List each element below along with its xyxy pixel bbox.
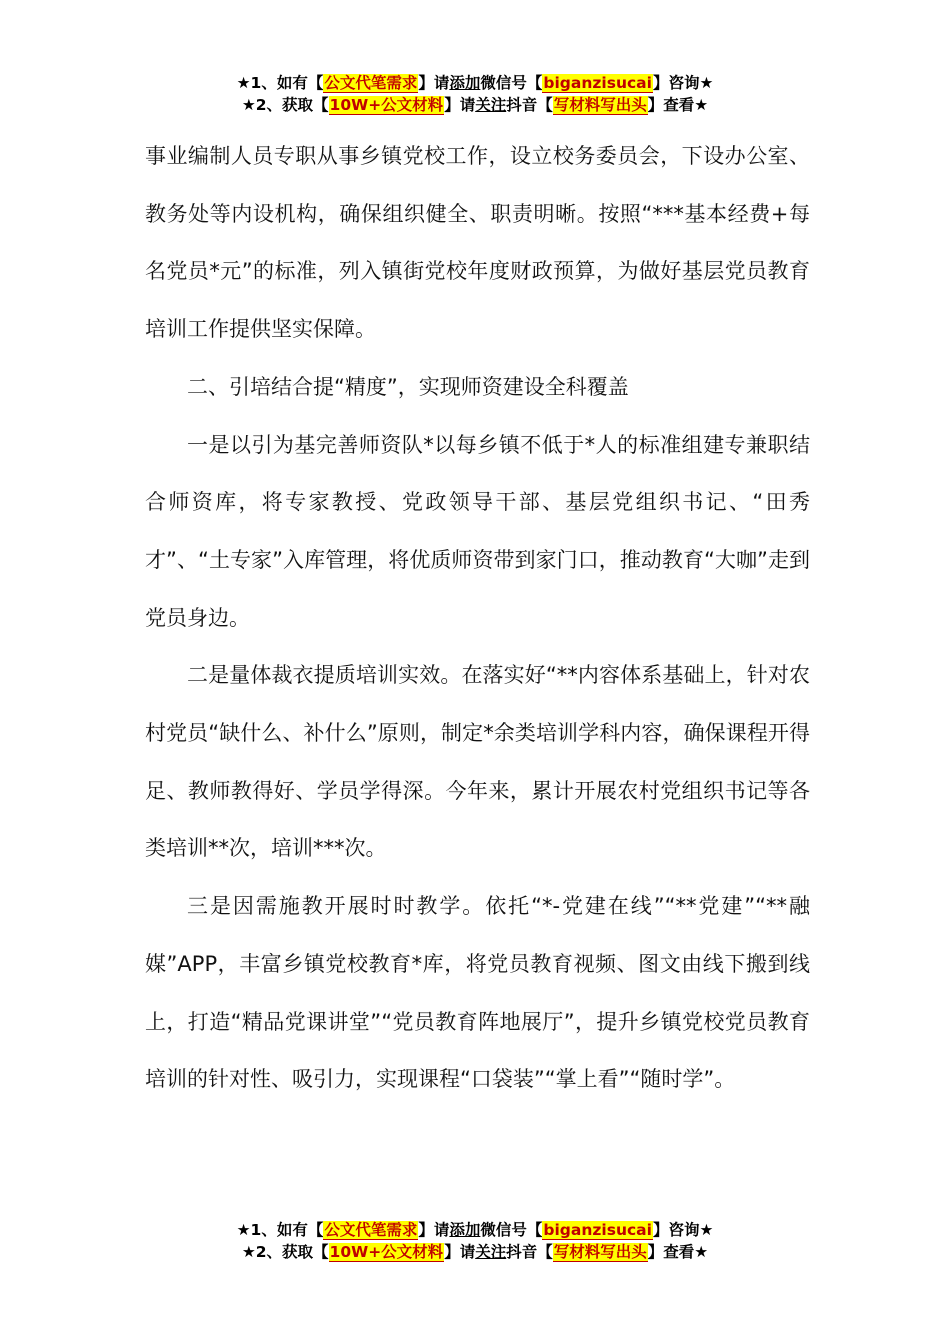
highlight-materials: 10W+公文材料 <box>329 1243 444 1261</box>
header-banner <box>0 72 950 116</box>
highlight-service: 公文代笔需求 <box>324 74 418 92</box>
banner-underlined: 关注 <box>475 1243 507 1261</box>
banner-line-1 <box>0 1219 950 1241</box>
banner-text: ★2、获取【 <box>241 1243 329 1261</box>
banner-text: 抖音【 <box>506 1243 553 1261</box>
banner-text: 微信号【 <box>480 1221 543 1239</box>
banner-text: 】查看★ <box>647 96 709 114</box>
banner-text: 】请 <box>418 1221 450 1239</box>
banner-text: 】咨询★ <box>652 1221 714 1239</box>
section-heading: 二、引培结合提“精度”，实现师资建设全科覆盖 <box>187 374 629 399</box>
banner-line-2 <box>0 1241 950 1263</box>
document-body <box>145 128 810 1109</box>
banner-text: 】查看★ <box>647 1243 709 1261</box>
banner-line-1 <box>0 72 950 94</box>
banner-underlined: 添加 <box>449 1221 481 1239</box>
highlight-materials: 10W+公文材料 <box>329 96 444 114</box>
paragraph: 三是因需施教开展时时教学。依托“*-党建在线”“**党建”“**融媒”APP，丰富乡镇党校教育*库，将党员教育视频、图文由线下搬到线上，打造“精品党课讲堂”“党员教育阵地展厅”，提升乡镇党校党员教育培训的针对性、吸引力，实现课程“口袋装”“掌上看”“随时学”。 <box>145 894 810 1092</box>
paragraph-continuation: 事业编制人员专职从事乡镇党校工作，设立校务委员会，下设办公室、教务处等内设机构，确保组织健全、职责明晰。按照“***基本经费+每名党员*元”的标准，列入镇街党校年度财政预算，为做好基层党员教育培训工作提供坚实保障。 <box>145 144 810 342</box>
highlight-douyin-id: 写材料写出头 <box>553 96 647 114</box>
banner-text: 抖音【 <box>506 96 553 114</box>
banner-text: ★2、获取【 <box>241 96 329 114</box>
banner-text: 】请 <box>444 96 476 114</box>
highlight-douyin-id: 写材料写出头 <box>553 1243 647 1261</box>
highlight-wechat-id: biganzisucai <box>543 74 652 92</box>
footer-banner <box>0 1219 950 1263</box>
banner-text: 微信号【 <box>480 74 543 92</box>
highlight-service: 公文代笔需求 <box>324 1221 418 1239</box>
banner-underlined: 关注 <box>475 96 507 114</box>
banner-underlined: 添加 <box>449 74 481 92</box>
banner-text: 】请 <box>444 1243 476 1261</box>
banner-line-2 <box>0 94 950 116</box>
paragraph: 一是以引为基完善师资队*以每乡镇不低于*人的标准组建专兼职结合师资库，将专家教授、党政领导干部、基层党组织书记、“田秀才”、“土专家”入库管理，将优质师资带到家门口，推动教育“大咖”走到党员身边。 <box>145 432 810 630</box>
banner-text: 】请 <box>418 74 450 92</box>
highlight-wechat-id: biganzisucai <box>543 1221 652 1239</box>
banner-text: 】咨询★ <box>652 74 714 92</box>
banner-text: ★1、如有【 <box>236 74 324 92</box>
banner-text: ★1、如有【 <box>236 1221 324 1239</box>
paragraph: 二是量体裁衣提质培训实效。在落实好“**内容体系基础上，针对农村党员“缺什么、补什么”原则，制定*余类培训学科内容，确保课程开得足、教师教得好、学员学得深。今年来，累计开展农村党组织书记等各类培训**次，培训***次。 <box>145 663 810 861</box>
